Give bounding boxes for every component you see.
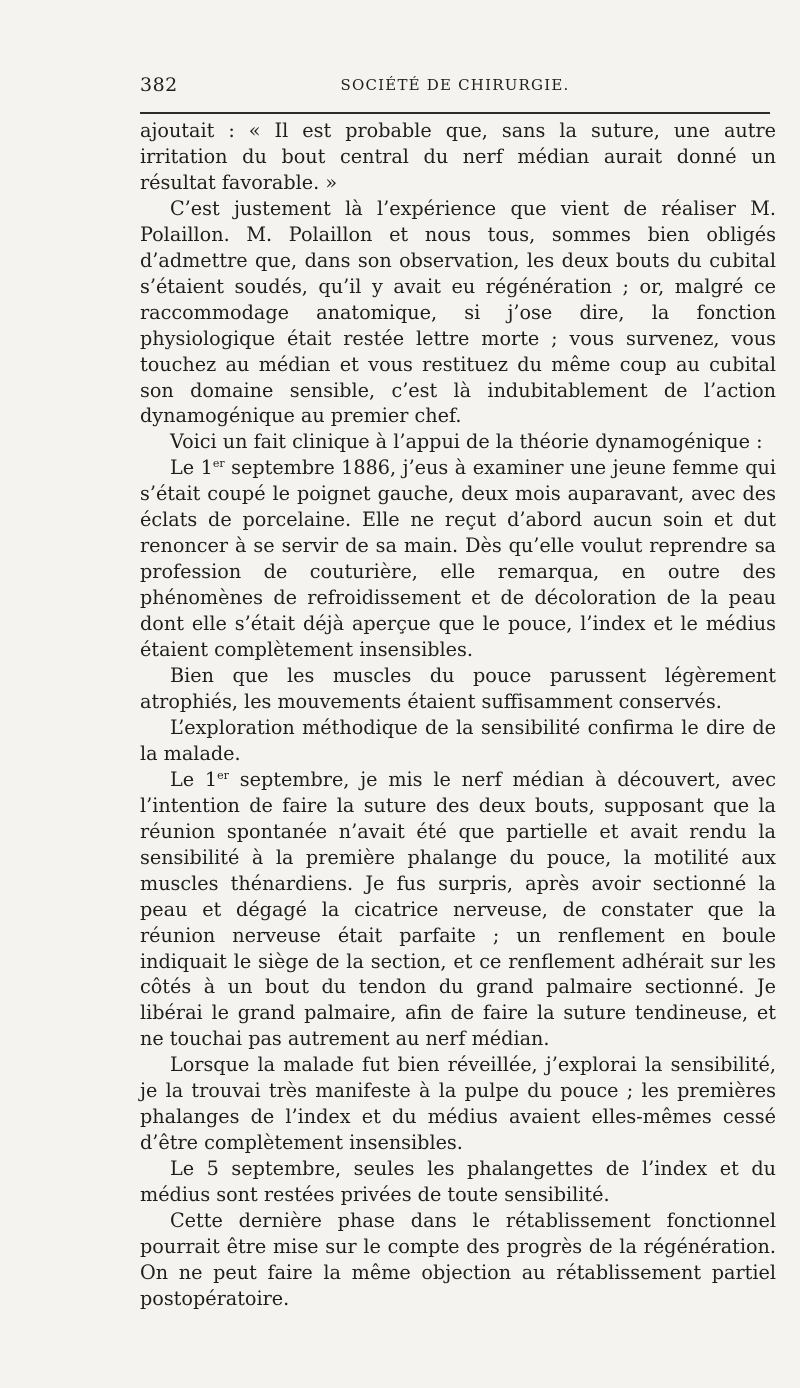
ordinal-superscript: er bbox=[217, 768, 229, 782]
paragraph: Cette dernière phase dans le rétablissement fonctionnel pourrait être mise sur le compte des progrès de la régénération. On ne peut faire la même objection au rétablissement partiel postopératoire. bbox=[140, 1209, 776, 1310]
page-header bbox=[140, 74, 770, 102]
paragraph bbox=[140, 455, 776, 663]
paragraph bbox=[140, 767, 776, 1052]
running-head: SOCIÉTÉ DE CHIRURGIE. bbox=[340, 76, 570, 94]
paragraph: ajoutait : « Il est probable que, sans la suture, une autre irritation du bout central du nerf médian aurait donné un résultat favorable. » bbox=[140, 119, 776, 194]
paragraph: Lorsque la malade fut bien réveillée, j’explorai la sensibilité, je la trouvai très manifeste à la pulpe du pouce ; les premières phalanges de l’index et du médius avaient elles-mêmes cessé d’être complètement insensibles. bbox=[140, 1053, 776, 1155]
paragraph: C’est justement là l’expérience que vient de réaliser M. Polaillon. M. Polaillon et nous tous, sommes bien obligés d’admettre que, dans son observation, les deux bouts du cubital s’étaient soudés, qu’il y avait eu régénération ; or, malgré ce raccommodage anatomique, si j’ose dire, la fonction physiologique était restée lettre morte ; vous survenez, vous touchez au médian et vous restituez du même coup au cubital son domaine sensible, c’est là indubitablement de l’action dynamogénique au premier chef. bbox=[140, 196, 776, 428]
paragraph: Bien que les muscles du pouce parussent légèrement atrophiés, les mouvements étaient suffisamment conservés. bbox=[140, 664, 776, 713]
paragraph: Voici un fait clinique à l’appui de la théorie dynamogénique : bbox=[170, 430, 763, 454]
date-prefix: Le 1 bbox=[170, 767, 218, 791]
page-number: 382 bbox=[140, 74, 178, 96]
date-prefix: Le 1 bbox=[170, 456, 213, 480]
ordinal-superscript: er bbox=[212, 457, 225, 471]
paragraph: L’exploration méthodique de la sensibilité confirma le dire de la malade. bbox=[140, 715, 776, 765]
body-text bbox=[140, 118, 776, 1312]
header-rule bbox=[140, 112, 770, 114]
paragraph-text: septembre, je mis le nerf médian à découvert, avec l’intention de faire la suture des deux bouts, supposant que la réunion spontanée n’avait été que partielle et avait rendu la sensibilité à la première phalange du pouce, la motilité aux muscles thénardiens. Je fus surpris, après avoir sectionné la peau et dégagé la cicatrice nerveuse, de constater que la réunion nerveuse était parfaite ; un renflement en boule indiquait le siège de la section, et ce renflement adhérait sur les côtés à un bout du tendon du grand palmaire sectionné. Je libérai le grand palmaire, afin de faire la suture tendineuse, et ne touchai pas autrement au nerf médian. bbox=[140, 767, 777, 1051]
paragraph: Le 5 septembre, seules les phalangettes de l’index et du médius sont restées privées de toute sensibilité. bbox=[140, 1157, 776, 1207]
paragraph-text: septembre 1886, j’eus à examiner une jeune femme qui s’était coupé le poignet gauche, deux mois auparavant, avec des éclats de porcelaine. Elle ne reçut d’abord aucun soin et dut renoncer à se servir de sa main. Dès qu’elle voulut reprendre sa profession de couturière, elle remarqua, en outre des phénomènes de refroidissement et de décoloration de la peau dont elle s’était déjà aperçue que le pouce, l’index et le médius étaient complètement insensibles. bbox=[140, 456, 776, 662]
